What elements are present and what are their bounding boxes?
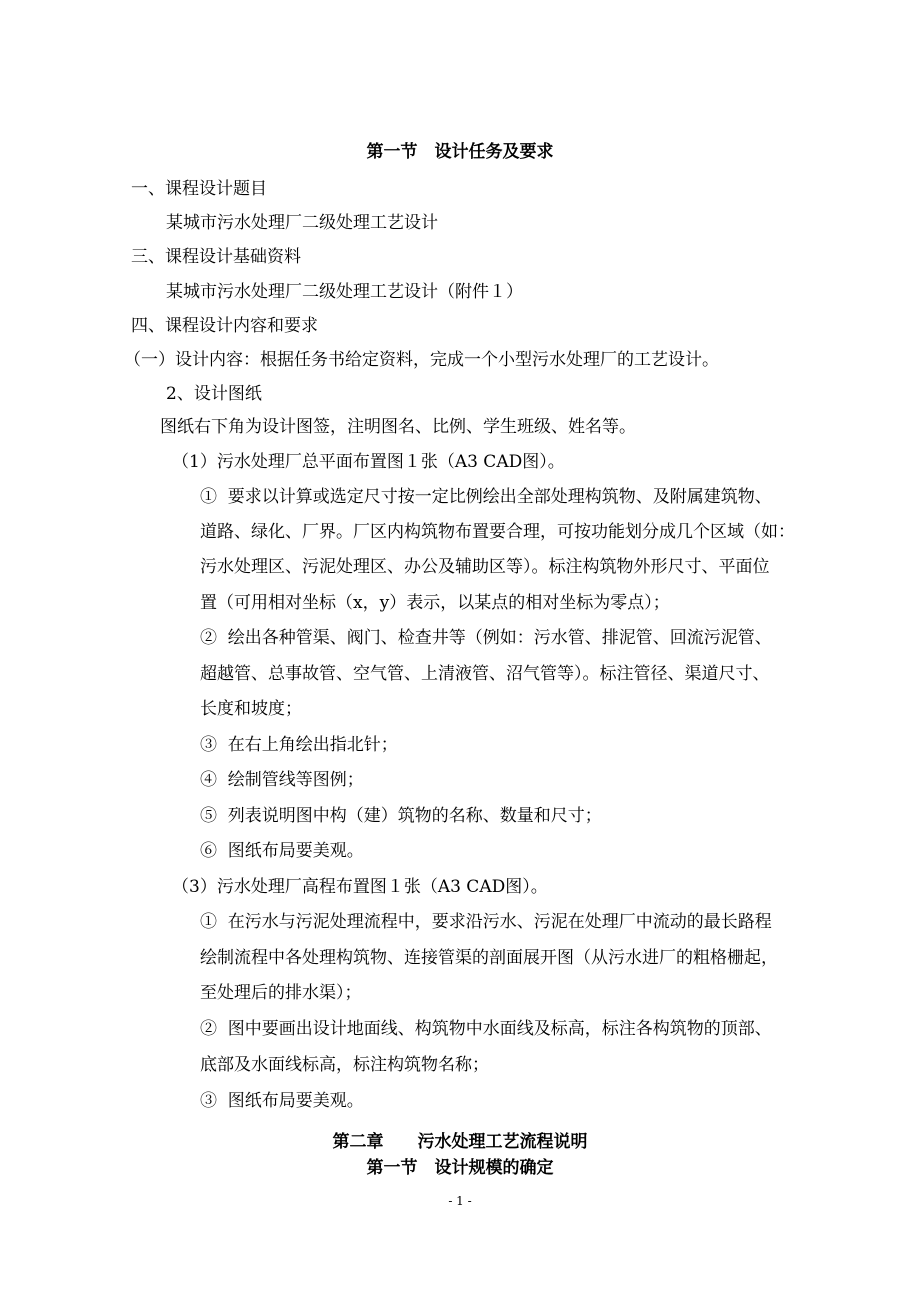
- drawing-1-item-4: ④ 绘制管线等图例；: [200, 770, 364, 790]
- drawing-1-item-2-line-3: 长度和坡度；: [200, 699, 302, 719]
- heading-basic-data: 三、课程设计基础资料: [131, 247, 301, 267]
- drawing-3-item-1-line-2: 绘制流程中各处理构筑物、连接管渠的剖面展开图（从污水进厂的粗格栅起，: [200, 948, 778, 968]
- section-scale-title: 第一节 设计规模的确定: [366, 1158, 554, 1178]
- drawing-1-item-1-line-4: 置（可用相对坐标（x，y）表示，以某点的相对坐标为零点）；: [200, 593, 670, 613]
- drawing-1-item-3: ③ 在右上角绘出指北针；: [200, 735, 398, 755]
- drawing-1-item-1-line-2: 道路、绿化、厂界。厂区内构筑物布置要合理，可按功能划分成几个区域（如：: [200, 522, 795, 542]
- design-content: （一）设计内容：根据任务书给定资料，完成一个小型污水处理厂的工艺设计。: [124, 350, 719, 370]
- drawing-1-item-1-line-1: ① 要求以计算或选定尺寸按一定比例绘出全部处理构筑物、及附属建筑物、: [200, 487, 772, 507]
- section-title: 第一节 设计任务及要求: [366, 142, 554, 162]
- drawing-3-item-2-line-1: ② 图中要画出设计地面线、构筑物中水面线及标高，标注各构筑物的顶部、: [200, 1019, 772, 1039]
- basic-data-text: 某城市污水处理厂二级处理工艺设计（附件１）: [166, 282, 523, 302]
- drawing-1-item-5: ⑤ 列表说明图中构（建）筑物的名称、数量和尺寸；: [200, 806, 602, 826]
- drawing-3-item-2-line-2: 底部及水面线标高，标注构筑物名称；: [200, 1055, 489, 1075]
- drawing-1-item-6: ⑥ 图纸布局要美观。: [200, 841, 364, 861]
- topic-text: 某城市污水处理厂二级处理工艺设计: [166, 213, 438, 233]
- drawings-heading: 2、设计图纸: [166, 384, 262, 404]
- drawing-1-item-2-line-1: ② 绘出各种管渠、阀门、检查井等（例如：污水管、排泥管、回流污泥管、: [200, 628, 772, 648]
- drawings-note: 图纸右下角为设计图签，注明图名、比例、学生班级、姓名等。: [160, 417, 636, 437]
- drawing-3-item-3: ③ 图纸布局要美观。: [200, 1091, 364, 1111]
- heading-topic: 一、课程设计题目: [131, 179, 267, 199]
- chapter-title: 第二章 污水处理工艺流程说明: [332, 1132, 588, 1152]
- drawing-3-item-1-line-3: 至处理后的排水渠）；: [200, 983, 362, 1003]
- drawing-3-title: （3）污水处理厂高程布置图１张（A3 CAD图）。: [172, 877, 548, 897]
- drawing-1-item-1-line-3: 污水处理区、污泥处理区、办公及辅助区等）。标注构筑物外形尺寸、平面位: [200, 557, 770, 577]
- drawing-3-item-1-line-1: ① 在污水与污泥处理流程中，要求沿污水、污泥在处理厂中流动的最长路程: [200, 912, 772, 932]
- drawing-1-title: （1）污水处理厂总平面布置图１张（A3 CAD图）。: [172, 452, 565, 472]
- drawing-1-item-2-line-2: 超越管、总事故管、空气管、上清液管、沼气管等）。标注管径、渠道尺寸、: [200, 664, 770, 684]
- heading-content: 四、课程设计内容和要求: [131, 316, 318, 336]
- page-number: - 1 -: [448, 1194, 472, 1208]
